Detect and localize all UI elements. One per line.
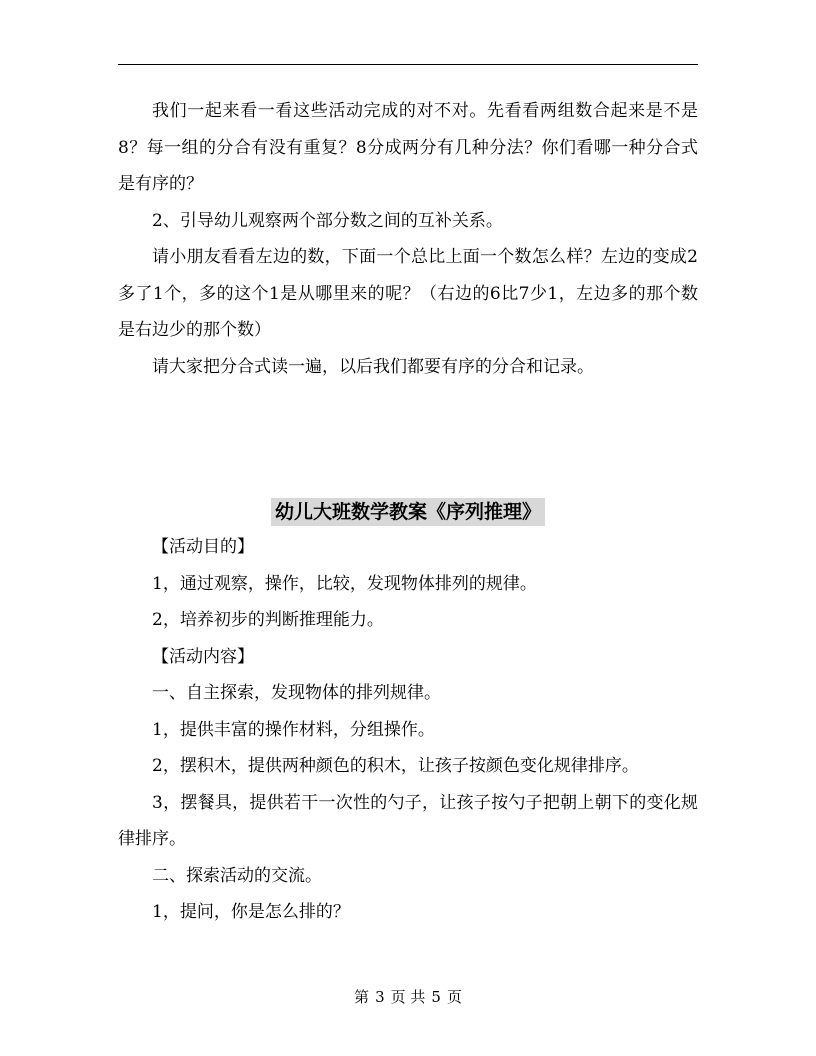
footer-total-pages: 5	[431, 988, 441, 1006]
paragraph: 一、自主探索，发现物体的排列规律。	[152, 683, 441, 703]
document-body	[118, 93, 698, 931]
section-title: 幼儿大班数学教案《序列推理》	[271, 498, 545, 526]
section-title-row	[118, 493, 698, 529]
header-rule	[118, 64, 698, 65]
paragraph: 1，提问，你是怎么排的？	[152, 902, 350, 922]
paragraph: 【活动目的】	[152, 537, 254, 557]
page-footer	[0, 986, 816, 1008]
paragraph: 请小朋友看看左边的数，下面一个总比上面一个数怎么样？左边的变成2多了1个，多的这个1是从哪里来的呢？（右边的6比7少1，左边多的那个数是右边少的那个数）	[118, 247, 698, 340]
footer-current-page: 3	[375, 988, 385, 1006]
paragraph: 1，通过观察，操作，比较，发现物体排列的规律。	[152, 573, 537, 594]
paragraph: 二、探索活动的交流。	[152, 865, 322, 886]
paragraph: 2，培养初步的判断推理能力。	[152, 610, 384, 630]
paragraph: 【活动内容】	[152, 646, 254, 667]
footer-suffix: 页	[446, 988, 462, 1006]
paragraph: 3，摆餐具，提供若干一次性的勺子，让孩子按勺子把朝上朝下的变化规律排序。	[118, 792, 698, 849]
footer-middle: 页 共	[390, 988, 426, 1006]
paragraph: 1，提供丰富的操作材料，分组操作。	[152, 719, 435, 740]
section-spacer	[118, 385, 698, 493]
paragraph: 我们一起来看一看这些活动完成的对不对。先看看两组数合起来是不是8？每一组的分合有没有重复？8分成两分有几种分法？你们看哪一种分合式是有序的？	[118, 101, 698, 194]
paragraph: 请大家把分合式读一遍，以后我们都要有序的分合和记录。	[152, 356, 594, 377]
paragraph: 2、引导幼儿观察两个部分数之间的互补关系。	[152, 210, 503, 231]
footer-prefix: 第	[354, 988, 370, 1006]
paragraph: 2，摆积木，提供两种颜色的积木，让孩子按颜色变化规律排序。	[152, 756, 639, 776]
